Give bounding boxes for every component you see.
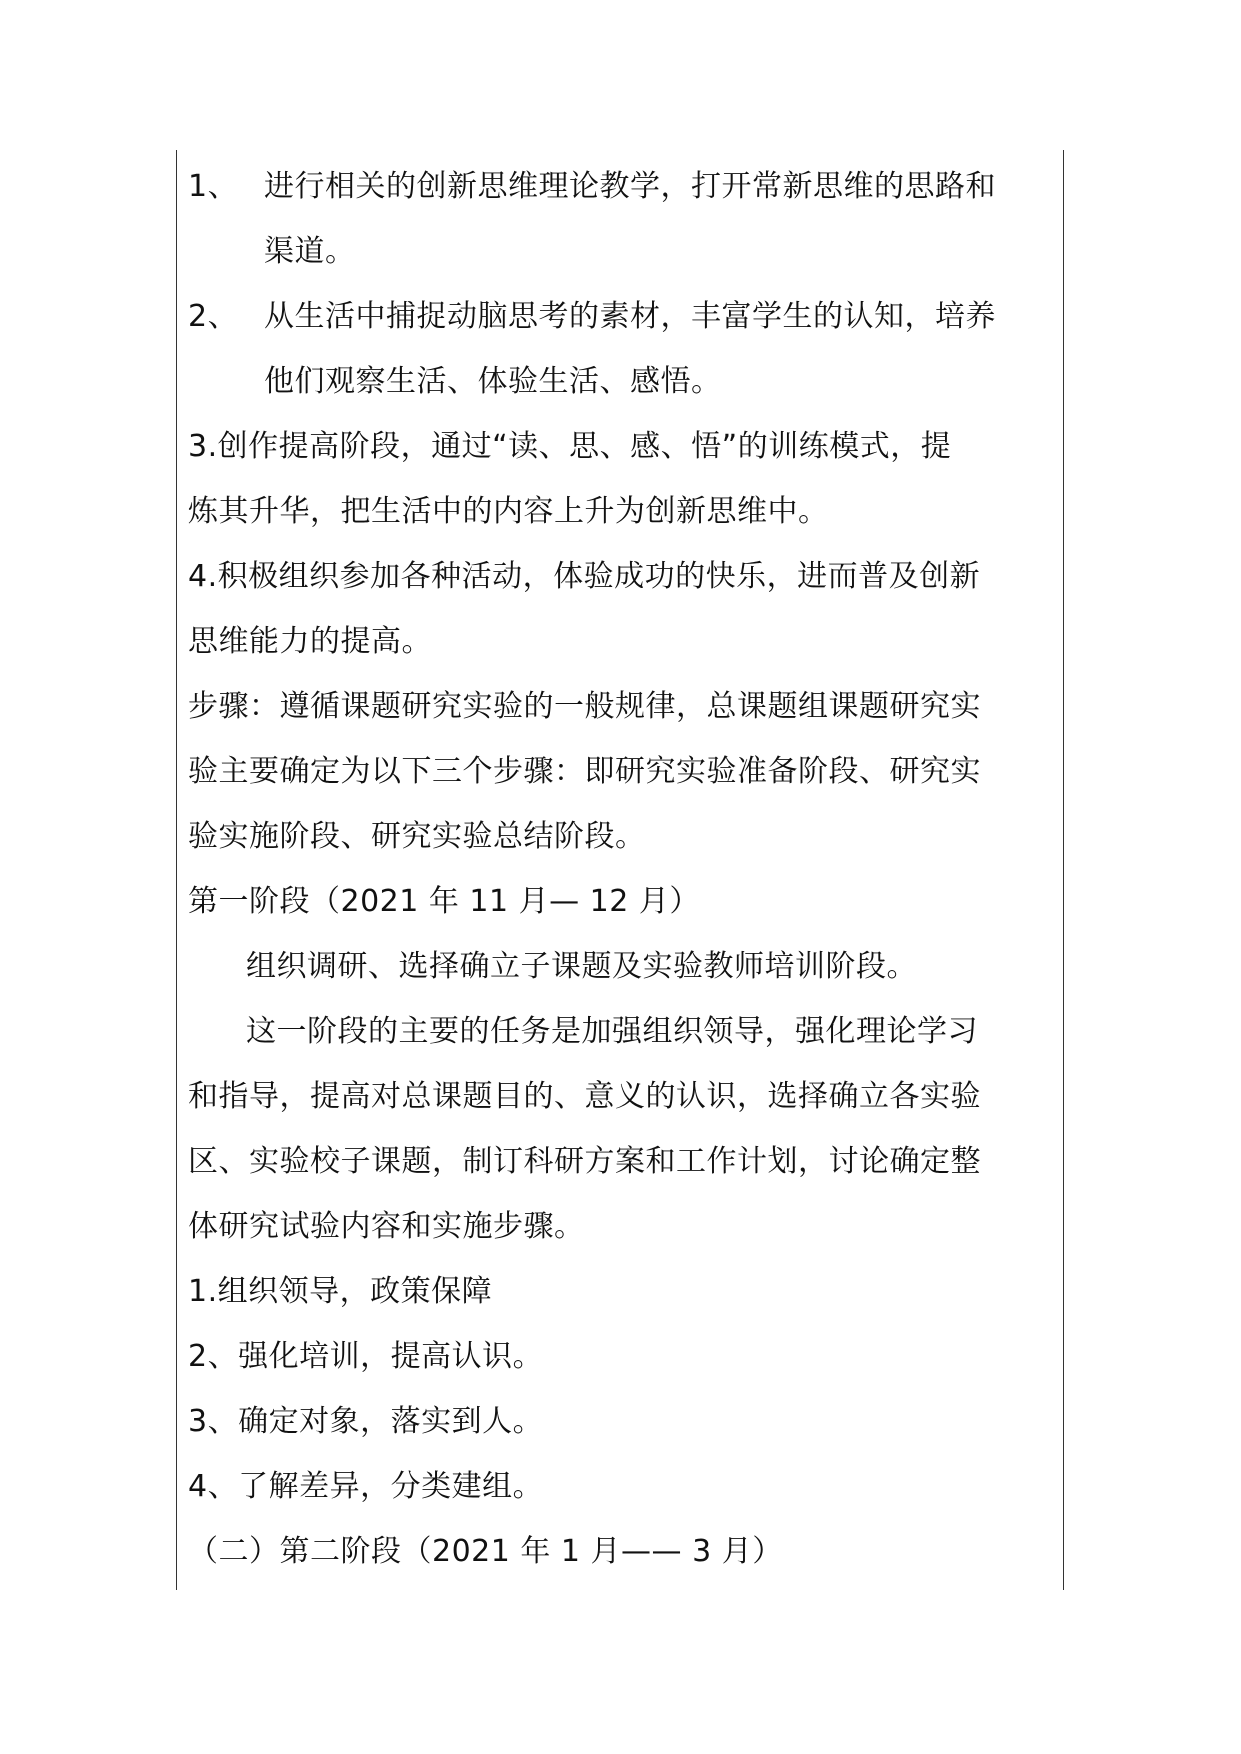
text-line: 验实施阶段、研究实验总结阶段。 bbox=[188, 819, 646, 854]
text-line: 验主要确定为以下三个步骤：即研究实验准备阶段、研究实 bbox=[188, 754, 981, 789]
text-line: 他们观察生活、体验生活、感悟。 bbox=[264, 364, 722, 399]
text-line: 渠道。 bbox=[264, 234, 356, 269]
text-line: 这一阶段的主要的任务是加强组织领导，强化理论学习 bbox=[246, 1014, 978, 1049]
text-line: 思维能力的提高。 bbox=[188, 624, 432, 659]
text-line: 和指导，提高对总课题目的、意义的认识，选择确立各实验 bbox=[188, 1079, 981, 1114]
text-line: 4.积极组织参加各种活动，体验成功的快乐，进而普及创新 bbox=[188, 559, 981, 594]
list-item-2 bbox=[188, 297, 996, 337]
text-line: 步骤：遵循课题研究实验的一般规律，总课题组课题研究实 bbox=[188, 689, 981, 724]
text-line: 4、了解差异，分类建组。 bbox=[188, 1469, 544, 1504]
text-line: 炼其升华，把生活中的内容上升为创新思维中。 bbox=[188, 494, 829, 529]
text-line: 3.创作提高阶段，通过“读、思、感、悟”的训练模式，提 bbox=[188, 429, 952, 464]
section-heading: （二）第二阶段（2021 年 1 月—— 3 月） bbox=[188, 1534, 783, 1569]
list-number: 1、 bbox=[188, 169, 239, 204]
text-line: 组织调研、选择确立子课题及实验教师培训阶段。 bbox=[246, 949, 917, 984]
list-item-1 bbox=[188, 167, 996, 207]
text-line: 体研究试验内容和实施步骤。 bbox=[188, 1209, 585, 1244]
text-line: 区、实验校子课题，制订科研方案和工作计划，讨论确定整 bbox=[188, 1144, 981, 1179]
section-heading: 第一阶段（2021 年 11 月— 12 月） bbox=[188, 884, 700, 919]
list-number: 2、 bbox=[188, 299, 239, 334]
text-line: 3、确定对象，落实到人。 bbox=[188, 1404, 544, 1439]
text-line: 2、强化培训，提高认识。 bbox=[188, 1339, 544, 1374]
list-text: 从生活中捕捉动脑思考的素材，丰富学生的认知，培养 bbox=[264, 299, 996, 334]
list-text: 进行相关的创新思维理论教学，打开常新思维的思路和 bbox=[264, 169, 996, 204]
text-line: 1.组织领导，政策保障 bbox=[188, 1274, 493, 1309]
